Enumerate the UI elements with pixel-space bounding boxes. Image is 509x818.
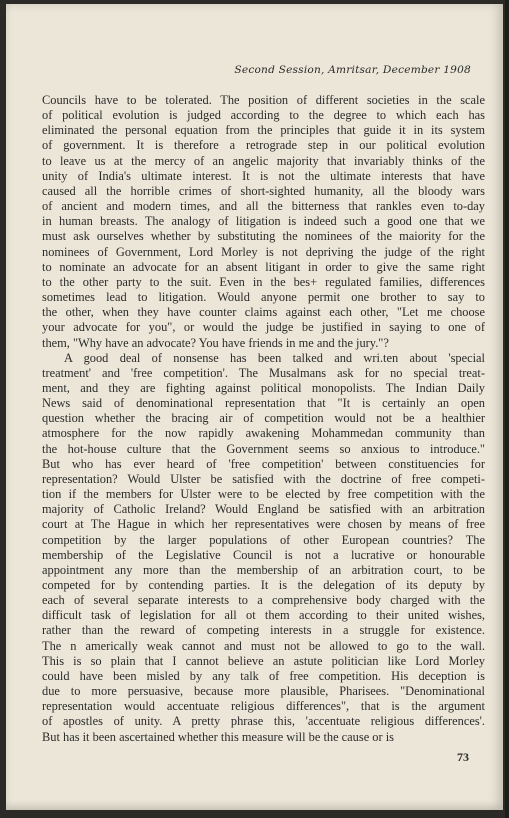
text-line: of political evolution is judged according to the degree to which each has [42,108,485,123]
text-line: News said of denominational representation that "It is certainly an open [42,396,485,411]
page-number: 73 [457,750,469,764]
text-line: treatment' and 'free competition'. The Musalmans ask for no special treat- [42,365,485,380]
text-line: Councils have to be tolerated. The position of different societies in the scale [42,93,485,107]
text-line: them, "Why have an advocate? You have friends in me and the jury."? [42,335,389,350]
running-header: Second Session, Amritsar, December 1908 [234,64,471,76]
text-line: difficult task of legislation for all ot them according to their united wishes, [42,608,485,623]
text-line: majority of Catholic Ireland? Would England be satisfied with an arbitration [42,502,485,517]
text-line: But who has ever heard of 'free competition' between constituencies for [42,456,485,471]
page-edge-shadow [505,0,509,818]
text-line: due to more persuasive, because more plausible, Pharisees. "Denominational [42,684,485,699]
text-line: of ancient and modern times, and all the bitterness that rankles even to-day [42,199,485,214]
text-line: unity of India's ultimate interest. It is not the ultimate interests that have [42,168,485,183]
text-line: A good deal of nonsense has been talked and wri.ten about 'special [64,350,485,365]
text-line: in human breasts. The analogy of litigation is indeed such a good one that we [42,214,485,229]
text-line: This is so plain that I cannot believe an astute politician like Lord Morley [42,653,485,668]
text-line: eliminated the personal equation from the principles that guide it in its system [42,123,485,138]
text-line: caused all the horrible crimes of short-sighted humanity, all the bloody wars [42,183,485,198]
text-line: each of several separate interests to a comprehensive body charged with the [42,593,485,608]
paragraph [42,351,485,745]
text-line: ment, and they are fighting against political monopolists. The Indian Daily [42,380,485,395]
text-line: of apostles of unity. A pretty phrase this, 'accentuate religious differences'. [42,714,485,729]
text-line: to the other party to the suit. Even in the bes+ regulated families, differences [42,274,485,289]
text-line: representation? Would Ulster be satisfied with the doctrine of free competi- [42,471,485,486]
text-line: atmosphere for the now rapidly awakening Mohammedan community than [42,426,485,441]
text-line: your advocate for you", or would the judge be justified in saying to one of [42,320,485,335]
text-line: representation would accentuate religious differences", that is the argument [42,699,485,714]
text-line: the hot-house culture that the Government seems so anxious to introduce." [42,441,485,456]
text-line: tion if the members for Ulster were to be elected by free competition with the [42,487,485,502]
text-line: to nominate an advocate for an absent litigant in order to give the same right [42,259,485,274]
text-line: court at The Hague in which her representatives were chosen by means of free [42,517,485,532]
text-line: competed for by contending parties. It is the delegation of its deputy by [42,578,485,592]
book-page [6,4,503,810]
text-line: nominees of Government, Lord Morley is not depriving the judge of the right [42,244,485,259]
text-line: rather than the reward of competing interests in a struggle for existence. [42,623,485,638]
text-line: must ask ourselves whether by substituting the nominees of the maiority for the [42,229,485,244]
text-line: competition by the larger populations of other European countries? The [42,532,485,547]
text-line: The n americally weak cannot and must not be allowed to go to the wall. [42,638,485,653]
text-line: membership of the Legislative Council is not a lucrative or honourable [42,547,485,562]
text-line: to leave us at the mercy of an angelic majority that invariably thinks of the [42,153,485,168]
text-line: could have been misled by any talk of free competition. His deception is [42,668,485,683]
text-line: the other, when they have counter claims against each other, "Let me choose [42,305,485,320]
body-text [42,93,485,745]
text-line: sometimes lead to litigation. Would anyone permit one brother to say to [42,290,485,305]
text-line: of government. It is therefore a retrograde step in our political evolution [42,138,485,153]
paragraph [42,93,485,351]
text-line: appointment any more than the membership of an arbitration court, to be [42,562,485,577]
text-line: But has it been ascertained whether this measure will be the cause or is [42,729,394,744]
text-line: question whether the bracing air of competition would not be a healthier [42,411,485,426]
